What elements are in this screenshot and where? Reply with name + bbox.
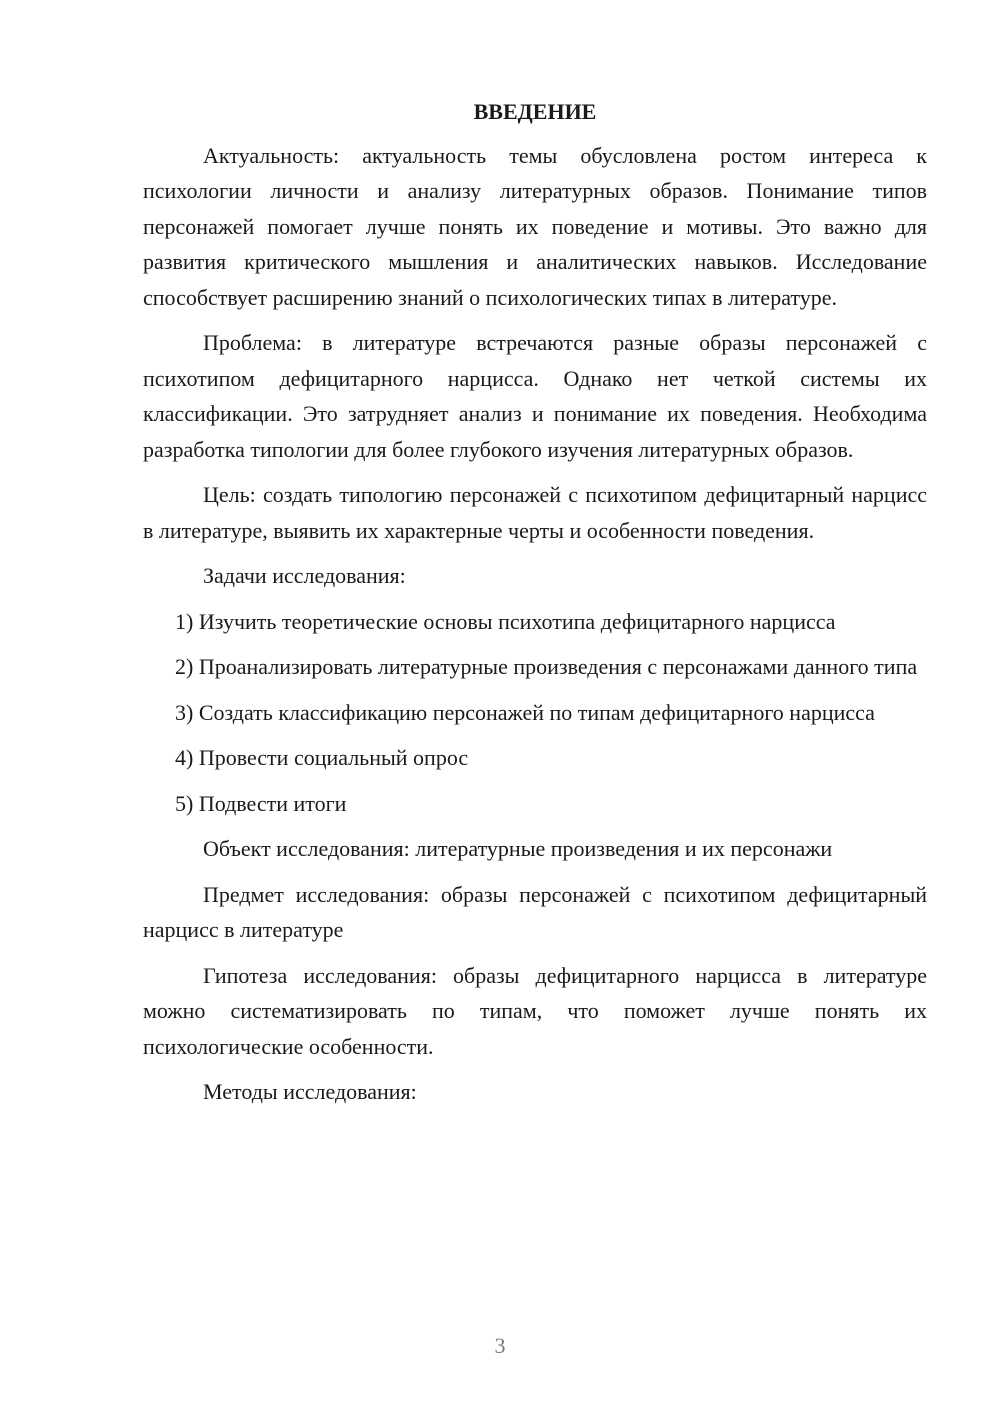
task-item: 3) Создать классификацию персонажей по типам дефицитарного нарцисса [175, 699, 875, 725]
paragraph-subject: Предмет исследования: образы персонажей с психотипом дефицитарный нарцисс в литературе [143, 881, 927, 942]
paragraph-hypothesis: Гипотеза исследования: образы дефицитарного нарцисса в литературе можно систематизировать по типам, что поможет лучше понять их психологические особенности. [143, 962, 927, 1059]
task-item: 1) Изучить теоретические основы психотипа дефицитарного нарцисса [175, 608, 836, 634]
task-item: 4) Провести социальный опрос [175, 745, 469, 770]
paragraph-problem: Проблема: в литературе встречаются разные образы персонажей с психотипом дефицитарного нарцисса. Однако нет четкой системы их классификации. Это затрудняет анализ и понимание их поведения. Необходима разработка типологии для более глубокого изучения литературных образов. [143, 330, 927, 462]
task-item: 5) Подвести итоги [175, 790, 347, 816]
paragraph-relevance: Актуальность: актуальность темы обусловлена ростом интереса к психологии личности и анализу литературных образов. Понимание типов персонажей помогает лучше понять их поведение и мотивы. Это важно для развития критического мышления и аналитических навыков. Исследование способствует расширению знаний о психологических типах в литературе. [143, 142, 927, 310]
section-title: ВВЕДЕНИЕ [473, 99, 597, 124]
page-content [143, 94, 927, 1120]
page-number: 3 [494, 1333, 506, 1358]
tasks-heading: Задачи исследования: [203, 563, 406, 588]
methods-heading: Методы исследования: [203, 1079, 417, 1104]
paragraph-goal: Цель: создать типологию персонажей с психотипом дефицитарный нарцисс в литературе, выявить их характерные черты и особенности поведения. [143, 482, 927, 543]
task-item: 2) Проанализировать литературные произведения с персонажами данного типа [175, 654, 918, 679]
paragraph-object: Объект исследования: литературные произведения и их персонажи [203, 836, 833, 861]
